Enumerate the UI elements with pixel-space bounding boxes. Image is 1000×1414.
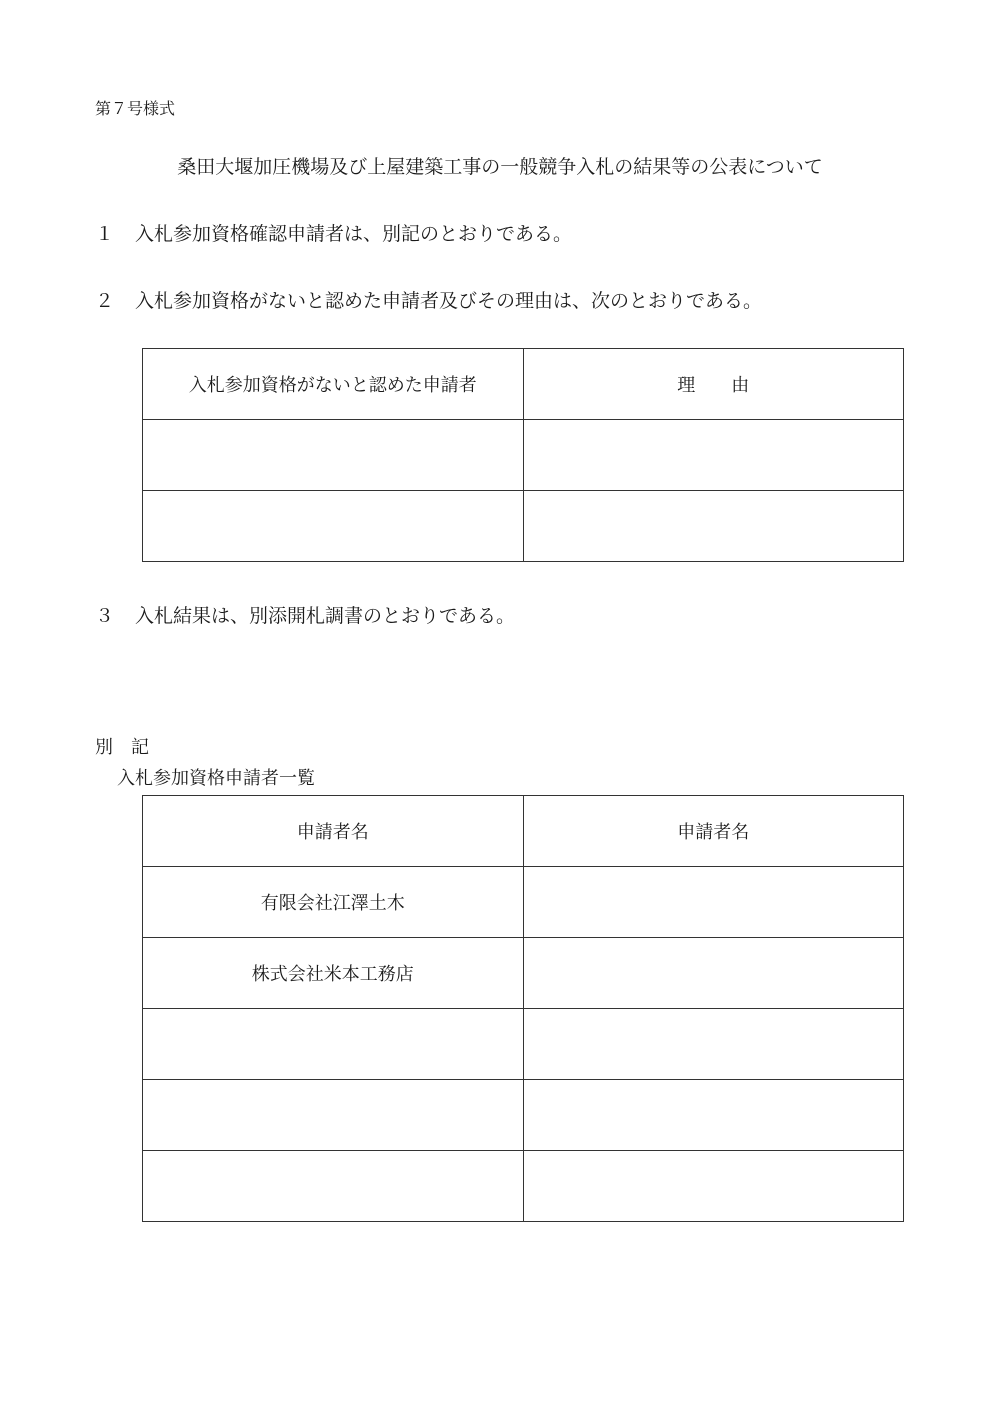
item-1-text: 入札参加資格確認申請者は、別記のとおりである。 — [135, 223, 573, 245]
header-applicant-name-left: 申請者名 — [143, 796, 524, 867]
header-applicant-name-right: 申請者名 — [523, 796, 904, 867]
table-cell: 有限会社江澤土木 — [143, 867, 524, 938]
table-cell — [523, 867, 904, 938]
applicant-list-table — [142, 795, 904, 1222]
item-3-text: 入札結果は、別添開札調書のとおりである。 — [135, 605, 516, 627]
table-cell — [523, 1080, 904, 1151]
header-reason: 理 由 — [523, 349, 904, 420]
header-applicant: 入札参加資格がないと認めた申請者 — [143, 349, 524, 420]
table-cell — [143, 1009, 524, 1080]
item-2-number: ２ — [95, 290, 115, 312]
table-header-row — [143, 349, 904, 420]
item-2-text: 入札参加資格がないと認めた申請者及びその理由は、次のとおりである。 — [135, 290, 763, 312]
item-1-number: １ — [95, 223, 115, 245]
table-cell — [523, 1009, 904, 1080]
applicant-list-title: 入札参加資格申請者一覧 — [117, 768, 315, 789]
table-cell — [143, 491, 524, 562]
document-title: 桑田大堰加圧機場及び上屋建築工事の一般競争入札の結果等の公表について — [177, 156, 823, 178]
table-row — [143, 938, 904, 1009]
table-cell — [523, 420, 904, 491]
table-cell — [523, 938, 904, 1009]
table-header-row — [143, 796, 904, 867]
form-number: 第７号様式 — [95, 99, 176, 118]
item-1 — [95, 219, 572, 246]
item-3 — [95, 601, 515, 628]
table-row — [143, 491, 904, 562]
table-row — [143, 420, 904, 491]
item-2 — [95, 286, 762, 313]
table-cell: 株式会社米本工務店 — [143, 938, 524, 1009]
table-cell — [143, 1080, 524, 1151]
table-row — [143, 867, 904, 938]
table-row — [143, 1080, 904, 1151]
appendix-label: 別 記 — [95, 737, 149, 758]
table-cell — [523, 1151, 904, 1222]
table-row — [143, 1009, 904, 1080]
table-row — [143, 1151, 904, 1222]
disqualified-applicants-table — [142, 348, 904, 562]
item-3-number: ３ — [95, 605, 115, 627]
table-cell — [523, 491, 904, 562]
table-cell — [143, 420, 524, 491]
table-cell — [143, 1151, 524, 1222]
